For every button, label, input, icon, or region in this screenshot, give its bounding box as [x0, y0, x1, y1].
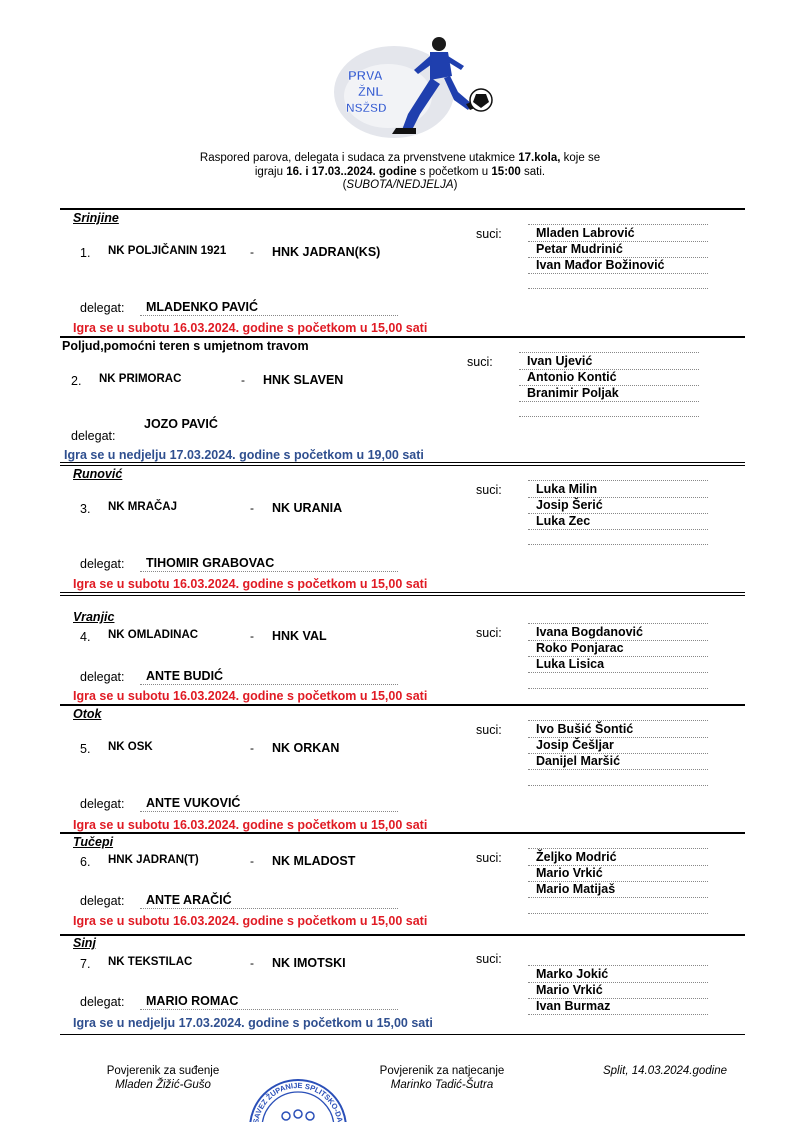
match-1-dash: - [250, 245, 254, 259]
match-6-dash: - [250, 854, 254, 868]
match-2-number: 2. [71, 374, 82, 388]
match-7-referees-label: suci: [476, 952, 502, 966]
match-4-away-team: HNK VAL [272, 629, 327, 643]
match-1-referees-label: suci: [476, 227, 502, 241]
match-2-referee-line [519, 416, 699, 417]
match-2-referee-line [519, 352, 699, 353]
header-line-2: igraju 16. i 17.03..2024. godine s početkom u 15:00 sati. [254, 165, 546, 178]
match-6-referee-3: Mario Matijaš [528, 882, 708, 898]
match-4-venue: Vranjic [73, 610, 115, 624]
divider [60, 336, 745, 338]
match-6-referee-2: Mario Vrkić [528, 866, 708, 882]
match-5-delegate: ANTE VUKOVIĆ [140, 796, 398, 812]
match-1-venue: Srinjine [73, 211, 119, 225]
match-7-away-team: NK IMOTSKI [272, 956, 346, 970]
match-5-away-team: NK ORKAN [272, 741, 340, 755]
match-1-referee-line [528, 224, 708, 225]
match-5-referee-line [528, 785, 708, 786]
match-5-referees-label: suci: [476, 723, 502, 737]
match-2-delegate: JOZO PAVIĆ [144, 417, 218, 431]
match-1-referee-3: Ivan Mađor Božinović [528, 258, 708, 274]
match-4-delegate-label: delegat: [80, 670, 125, 684]
match-3-venue: Runović [73, 467, 123, 481]
match-3-referee-2: Josip Šerić [528, 498, 708, 514]
match-4-number: 4. [80, 630, 91, 644]
match-1-delegate: MLADENKO PAVIĆ [140, 300, 398, 316]
match-7-referee-2: Mario Vrkić [528, 983, 708, 999]
match-2-referee-1: Ivan Ujević [519, 354, 699, 370]
match-1-referee-line [528, 288, 708, 289]
match-4-delegate: ANTE BUDIĆ [140, 669, 398, 685]
match-3-referee-line [528, 480, 708, 481]
match-5-venue: Otok [73, 707, 102, 721]
match-3-away-team: NK URANIA [272, 501, 343, 515]
match-6-delegate-label: delegat: [80, 894, 125, 908]
match-5-time-note: Igra se u subotu 16.03.2024. godine s početkom u 15,00 sati [73, 818, 428, 832]
match-2-time-note: Igra se u nedjelju 17.03.2024. godine s početkom u 19,00 sati [64, 448, 424, 462]
signature-referee-commissioner: Povjerenik za suđenje Mladen Žižić-Gušo [106, 1065, 220, 1091]
match-3-referee-1: Luka Milin [528, 482, 708, 498]
double-divider [60, 592, 745, 596]
match-4-home-team: NK OMLADINAC [108, 629, 199, 641]
match-5-delegate-label: delegat: [80, 797, 125, 811]
match-3-delegate-label: delegat: [80, 557, 125, 571]
logo-text-prva: PRVA [348, 68, 383, 83]
match-4-referee-line [528, 623, 708, 624]
match-6-referee-line [528, 913, 708, 914]
match-3-referee-line [528, 544, 708, 545]
match-6-time-note: Igra se u subotu 16.03.2024. godine s početkom u 15,00 sati [73, 914, 428, 928]
logo-text-znl: ŽNL [358, 84, 384, 99]
match-7-referee-line [528, 965, 708, 966]
match-4-referee-1: Ivana Bogdanović [528, 625, 708, 641]
match-4-dash: - [250, 629, 254, 643]
match-6-referees-label: suci: [476, 851, 502, 865]
match-2-delegate-label: delegat: [71, 429, 116, 443]
match-3-dash: - [250, 501, 254, 515]
match-7-dash: - [250, 956, 254, 970]
match-3-number: 3. [80, 502, 91, 516]
match-7-delegate-label: delegat: [80, 995, 125, 1009]
match-5-dash: - [250, 741, 254, 755]
match-3-referee-3: Luka Zec [528, 514, 708, 530]
signature-date: Split, 14.03.2024.godine [602, 1065, 728, 1077]
match-1-referee-2: Petar Mudrinić [528, 242, 708, 258]
official-stamp [248, 1078, 348, 1138]
match-5-number: 5. [80, 742, 91, 756]
match-5-home-team: NK OSK [108, 741, 153, 753]
match-7-delegate: MARIO ROMAC [140, 994, 398, 1010]
double-divider [60, 462, 745, 466]
svg-text:SAVEZ ŽUPANIJE SPLITSKO-DALMAT [248, 1078, 345, 1122]
divider [60, 934, 745, 936]
match-6-delegate: ANTE ARAČIĆ [140, 893, 398, 909]
match-1-time-note: Igra se u subotu 16.03.2024. godine s početkom u 15,00 sati [73, 321, 428, 335]
match-4-referees-label: suci: [476, 626, 502, 640]
match-5-referee-2: Josip Češljar [528, 738, 708, 754]
match-2-referee-2: Antonio Kontić [519, 370, 699, 386]
match-7-number: 7. [80, 957, 91, 971]
match-5-referee-1: Ivo Bušić Šontić [528, 722, 708, 738]
signature-competition-commissioner: Povjerenik za natjecanje Marinko Tadić-Šutra [379, 1065, 505, 1091]
match-6-number: 6. [80, 855, 91, 869]
logo-text-nszsd: NSŽSD [346, 101, 387, 115]
match-1-delegate-label: delegat: [80, 301, 125, 315]
match-7-home-team: NK TEKSTILAC [108, 956, 193, 968]
match-3-delegate: TIHOMIR GRABOVAC [140, 556, 398, 572]
match-1-number: 1. [80, 246, 91, 260]
match-2-away-team: HNK SLAVEN [263, 373, 344, 387]
match-2-venue: Poljud,pomoćni teren s umjetnom travom [62, 339, 309, 353]
divider [60, 1034, 745, 1035]
match-6-venue: Tučepi [73, 835, 114, 849]
divider [60, 208, 745, 210]
match-2-referees-label: suci: [467, 355, 493, 369]
stamp-text: SAVEZ ŽUPANIJE SPLITSKO-DA [251, 1080, 345, 1122]
divider [60, 704, 745, 706]
match-5-referee-3: Danijel Maršić [528, 754, 708, 770]
header-line-1: Raspored parova, delegata i sudaca za prvenstvene utakmice 17.kola, koje se [199, 152, 601, 164]
match-1-home-team: NK POLJIČANIN 1921 [108, 245, 227, 257]
header-line-3: (SUBOTA/NEDJELJA) [342, 179, 458, 191]
match-6-referee-1: Željko Modrić [528, 850, 708, 866]
match-7-venue: Sinj [73, 936, 96, 950]
match-3-time-note: Igra se u subotu 16.03.2024. godine s početkom u 15,00 sati [73, 577, 428, 591]
match-6-home-team: HNK JADRAN(T) [108, 854, 199, 866]
match-3-referees-label: suci: [476, 483, 502, 497]
match-4-referee-2: Roko Ponjarac [528, 641, 708, 657]
match-7-referee-1: Marko Jokić [528, 967, 708, 983]
match-1-away-team: HNK JADRAN(KS) [272, 245, 381, 259]
match-5-referee-line [528, 720, 708, 721]
match-4-time-note: Igra se u subotu 16.03.2024. godine s početkom u 15,00 sati [73, 689, 428, 703]
match-6-referee-line [528, 848, 708, 849]
divider [60, 832, 745, 834]
match-7-referee-3: Ivan Burmaz [528, 999, 708, 1015]
match-1-referee-1: Mladen Labrović [528, 226, 708, 242]
match-4-referee-line [528, 688, 708, 689]
document-header [100, 152, 700, 193]
match-7-time-note: Igra se u nedjelju 17.03.2024. godine s početkom u 15,00 sati [73, 1016, 433, 1030]
match-2-home-team: NK PRIMORAC [99, 373, 182, 385]
match-2-dash: - [241, 373, 245, 387]
match-6-away-team: NK MLADOST [272, 854, 356, 868]
league-logo [326, 30, 498, 142]
match-2-referee-3: Branimir Poljak [519, 386, 699, 402]
match-4-referee-3: Luka Lisica [528, 657, 708, 673]
match-3-home-team: NK MRAČAJ [108, 501, 177, 513]
